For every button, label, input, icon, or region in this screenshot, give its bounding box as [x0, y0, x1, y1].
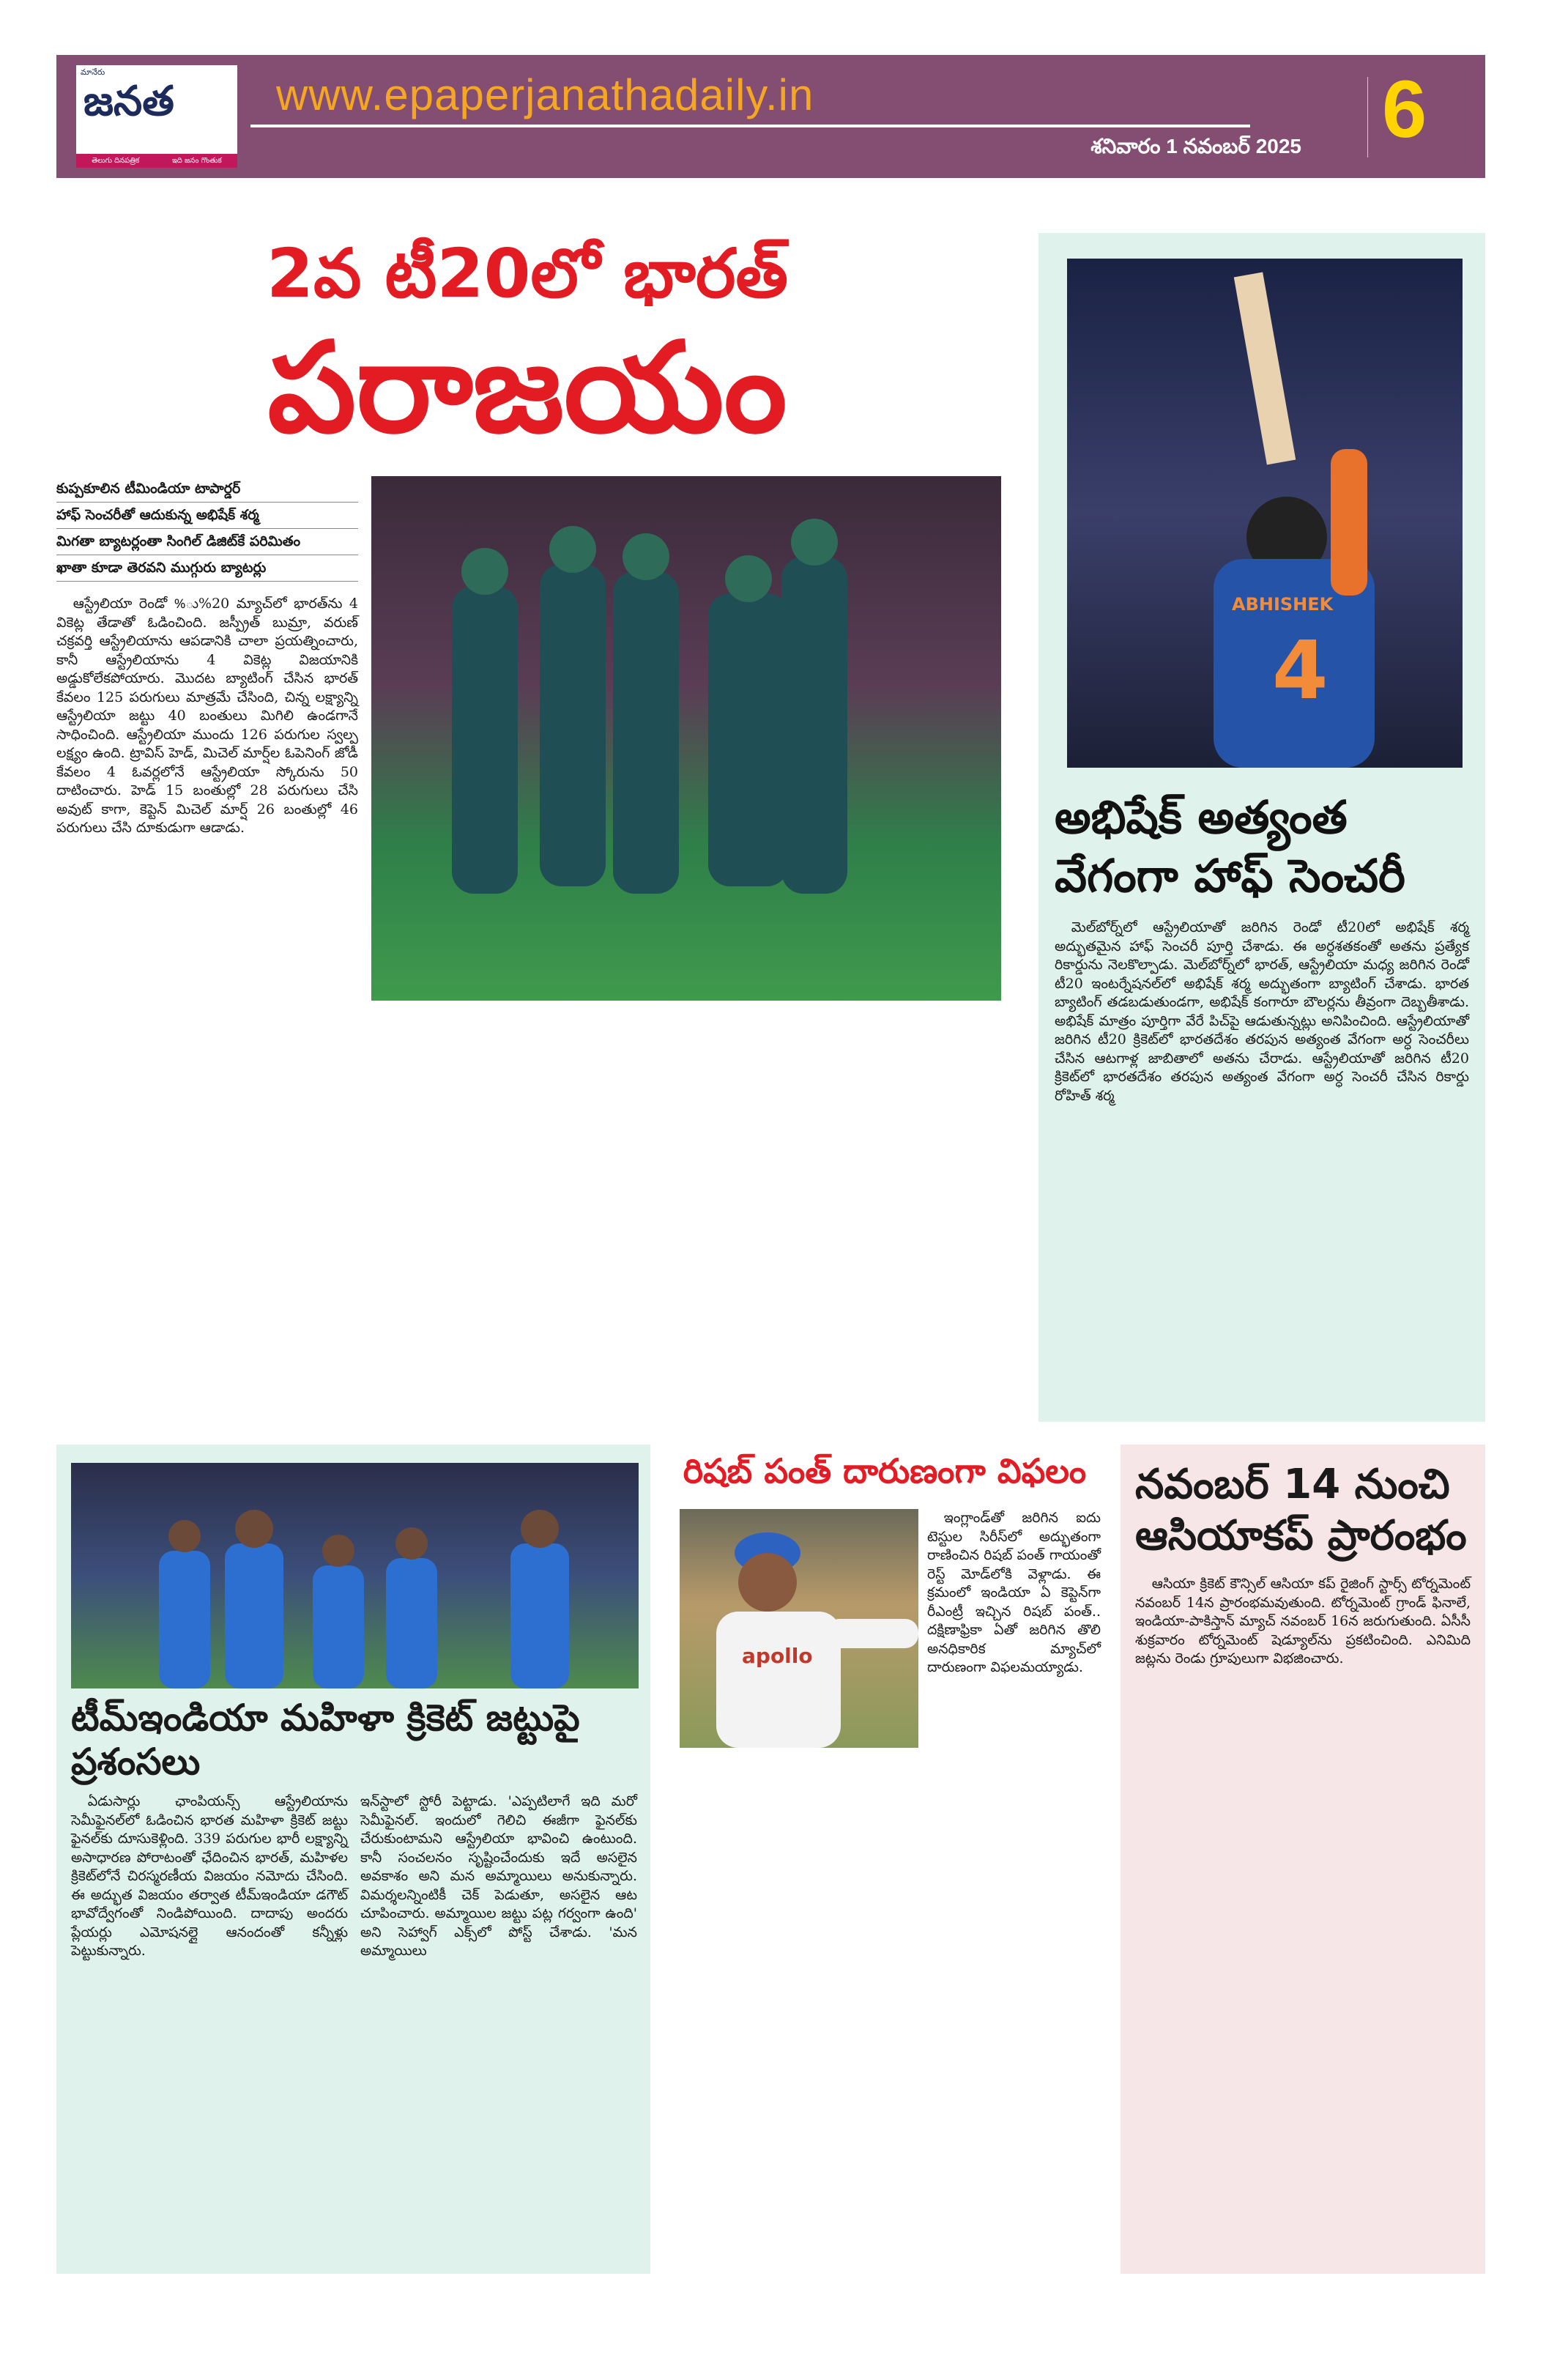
pant-body [927, 1509, 1101, 1748]
headline-line: నవంబర్ 14 నుంచి [1135, 1461, 1450, 1508]
women-body-col1 [71, 1793, 348, 1961]
batter-illustration [1067, 259, 1463, 768]
pant-content [669, 1509, 1101, 1748]
women-body-col2 [360, 1793, 637, 1961]
australia-celebration-photo [371, 476, 1001, 1001]
lead-headline-line2: పరాజయం [267, 316, 787, 461]
asiacup-paragraph: ఆసియా క్రికెట్ కౌన్సిల్ ఆసియా కప్ రైజింగ్ స్టార్స్ టోర్నమెంట్ నవంబర్ 14న ప్రారంభమవుతుంది. టోర్నమెంట్ గ్రాండ్ ఫినాలే, ఇండియా-పాకిస్తాన్ మ్యాచ్ నవంబర్ 16న జరుగుతుంది. ఏసీసీ శుక్రవారం టోర్నమెంట్ షెడ్యూల్‌ను ప్రకటించింది. ఎనిమిది జట్లను రెండు గ్రూపులుగా విభజించారు. [1135, 1576, 1471, 1667]
page-number: 6 [1382, 64, 1427, 155]
headline-line: అభిషేక్ అత్యంత [1055, 790, 1348, 844]
newspaper-logo[interactable] [76, 65, 237, 168]
subhead: కుప్పకూలిన టీమిండియా టాపార్డర్ [56, 476, 358, 503]
asiacup-headline [1135, 1459, 1471, 1562]
women-team-photo [71, 1463, 639, 1688]
logo-tagline [76, 154, 237, 168]
pant-headline: రిషబ్ పంత్ దారుణంగా విఫలం [683, 1451, 1087, 1491]
headline-line: ఆసియాకప్ ప్రారంభం [1135, 1512, 1467, 1560]
women-cricket-article-box [56, 1445, 650, 2274]
abhishek-batting-photo [1067, 259, 1463, 768]
abhishek-paragraph: మెల్‌బోర్న్‌లో ఆస్ట్రేలియాతో జరిగిన రెండో టీ20లో అభిషేక్ శర్మ అద్భుతమైన హాఫ్ సెంచరీ పూర్తి చేశాడు. ఈ అర్ధశతకంతో అతను ప్రత్యేక రికార్డును నెలకొల్పాడు. మెల్‌బోర్న్‌లో భారత్, ఆస్ట్రేలియా మధ్య జరిగిన రెండో టీ20 ఇంటర్నేషనల్‌లో అభిషేక్ శర్మ అద్భుతంగా బ్యాటింగ్ చేశాడు. భారత బ్యాటింగ్ తడబడుతుండగా, అభిషేక్ కంగారూ బౌలర్లను తీవ్రంగా దెబ్బతీశాడు. అభిషేక్ మాత్రం పూర్తిగా వేరే పిచ్‌పై ఆడుతున్నట్లు అనిపించింది. ఆస్ట్రేలియాతో జరిగిన టీ20 క్రికెట్‌లో భారతదేశం తరపున అత్యంత వేగంగా అర్ధ సెంచరీలు చేసిన ఆటగాళ్ల జాబితాలో అతను చేరాడు. ఆస్ట్రేలియాతో జరిగిన టీ20 క్రికెట్‌లో భారతదేశం తరపున అత్యంత వేగంగా అర్ధ సెంచరీ చేసిన రికార్డు రోహిత్ శర్మ [1055, 919, 1469, 1104]
pant-paragraph: ఇంగ్లాండ్‌తో జరిగిన ఐదు టెస్టుల సిరీస్‌లో అద్భుతంగా రాణించిన రిషబ్ పంత్ గాయంతో రెస్ట్ మోడ్‌లోకి వెళ్లాడు. ఈ క్రమంలో ఇండియా ఏ కెప్టెన్‌గా రీఎంట్రీ ఇచ్చిన రిషబ్ పంత్.. దక్షిణాఫ్రికా ఏతో జరిగిన తొలి అనధికారిక మ్యాచ్‌లో దారుణంగా విఫలమయ్యాడు. [927, 1510, 1101, 1675]
jersey-name: ABHISHEK [1232, 594, 1334, 615]
lead-body-col1 [56, 595, 358, 838]
logo-name: జనత [83, 78, 174, 125]
player-illustration [680, 1509, 918, 1748]
players-illustration [371, 476, 1001, 1001]
subhead: హాఫ్ సెంచరీతో ఆదుకున్న అభిషేక్ శర్మ [56, 503, 358, 529]
pant-article [669, 1450, 1101, 1748]
abhishek-body [1055, 919, 1469, 1105]
headline-line: వేగంగా హాఫ్ సెంచరీ [1055, 849, 1405, 902]
lead-headline [51, 233, 1003, 461]
logo-tag-right: ఇది జనం గొంతుక [171, 157, 222, 165]
logo-small-text: మానేరు [81, 67, 105, 77]
women-paragraph: ఇన్‌స్టాలో స్టోరీ పెట్టాడు. 'ఎప్పటిలాగే ఇది మరో సెమీఫైనల్. ఇందులో గెలిచి ఈజీగా ఫైనల్‌కు చేరుకుంటామని ఆస్ట్రేలియా భావించి ఉంటుంది. కానీ సంచలనం సృష్టించేందుకు ఇదే అసలైన అవకాశం అని మన అమ్మాయిలు అనుకున్నారు. విమర్శలన్నింటికీ చెక్ పెడుతూ, అసలైన ఆట చూపించారు. అమ్మాయిల జట్టు పట్ల గర్వంగా ఉంది' అని సెహ్వాగ్ ఎక్స్‌లో పోస్ట్ చేశాడు. 'మన అమ్మాయిలు [360, 1793, 637, 1959]
asiacup-article-box [1121, 1445, 1485, 2274]
women-headline: టీమ్ఇండియా మహిళా క్రికెట్ జట్టుపై ప్రశంసలు [71, 1697, 580, 1783]
masthead [56, 55, 1485, 178]
abhishek-headline [1055, 788, 1469, 905]
subhead: మిగతా బ్యాటర్లంతా సింగిల్ డిజిట్‌కే పరిమితం [56, 529, 358, 555]
subhead: ఖాతా కూడా తెరవని ముగ్గురు బ్యాటర్లు [56, 555, 358, 582]
players-illustration [71, 1463, 639, 1688]
header-divider [250, 125, 1250, 127]
women-paragraph: ఏడుసార్లు ఛాంపియన్స్ ఆస్ట్రేలియాను సెమీఫైనల్‌లో ఓడించిన భారత మహిళా క్రికెట్ జట్టు ఫైనల్‌కు దూసుకెళ్లింది. 339 పరుగుల భారీ లక్ష్యాన్ని అసాధారణ పోరాటంతో ఛేదించిన భారత్, మహిళల క్రికెట్‌లోనే చిరస్మరణీయ విజయం నమోదు చేసింది. ఈ అద్భుత విజయం తర్వాత టీమ్ఇండియా డగౌట్ భావోద్వేగంతో నిండిపోయింది. దాదాపు అందరు ప్లేయర్లు ఎమోషనల్లై ఆనందంతో కన్నీళ్లు పెట్టుకున్నారు. [71, 1793, 348, 1959]
lead-headline-line1: 2వ టీ20లో భారత్ [267, 234, 788, 313]
jersey-number: 4 [1272, 623, 1329, 717]
women-body-columns [71, 1793, 639, 1961]
shirt-sponsor-text: apollo [742, 1644, 813, 1668]
header-separator [1367, 77, 1368, 157]
lead-subheads [56, 476, 358, 582]
website-url[interactable]: www.epaperjanathadaily.in [276, 70, 814, 119]
lead-left-column [56, 476, 358, 838]
rishabh-pant-photo [680, 1509, 918, 1748]
logo-tag-left: తెలుగు దినపత్రిక [92, 157, 140, 165]
abhishek-article-box [1038, 233, 1485, 1422]
lead-paragraph: ఆస్ట్రేలియా రెండో %ు%20 మ్యాచ్‌లో భారత్‌ను 4 వికెట్ల తేడాతో ఓడించింది. జస్ప్రీత్ బుమ్రా, వరుణ్ చక్రవర్తి ఆస్ట్రేలియాను ఆపడానికి చాలా ప్రయత్నించారు, కానీ ఆస్ట్రేలియాను 4 వికెట్ల విజయానికి అడ్డుకోలేకపోయారు. మొదట బ్యాటింగ్ చేసిన భారత్ కేవలం 125 పరుగులు మాత్రమే చేసింది, చిన్న లక్ష్యాన్ని ఆస్ట్రేలియా జట్టు 40 బంతులు మిగిలి ఉండగానే సాధించింది. ఆస్ట్రేలియా ముందు 126 పరుగుల స్వల్ప లక్ష్యం ఉంది. ట్రావిస్ హెడ్, మిచెల్ మార్ష్‌ల ఓపెనింగ్ జోడీ కేవలం 4 ఓవర్లలోనే ఆస్ట్రేలియా స్కోరును 50 దాటించారు. హెడ్ 15 బంతుల్లో 28 పరుగులు చేసి అవుట్ కాగా, కెప్టెన్ మిచెల్ మార్ష్ 26 బంతుల్లో 46 పరుగులు చేసి దూకుడుగా ఆడాడు. [56, 596, 358, 836]
asiacup-body [1135, 1575, 1471, 1669]
issue-date: శనివారం 1 నవంబర్ 2025 [1090, 135, 1301, 157]
